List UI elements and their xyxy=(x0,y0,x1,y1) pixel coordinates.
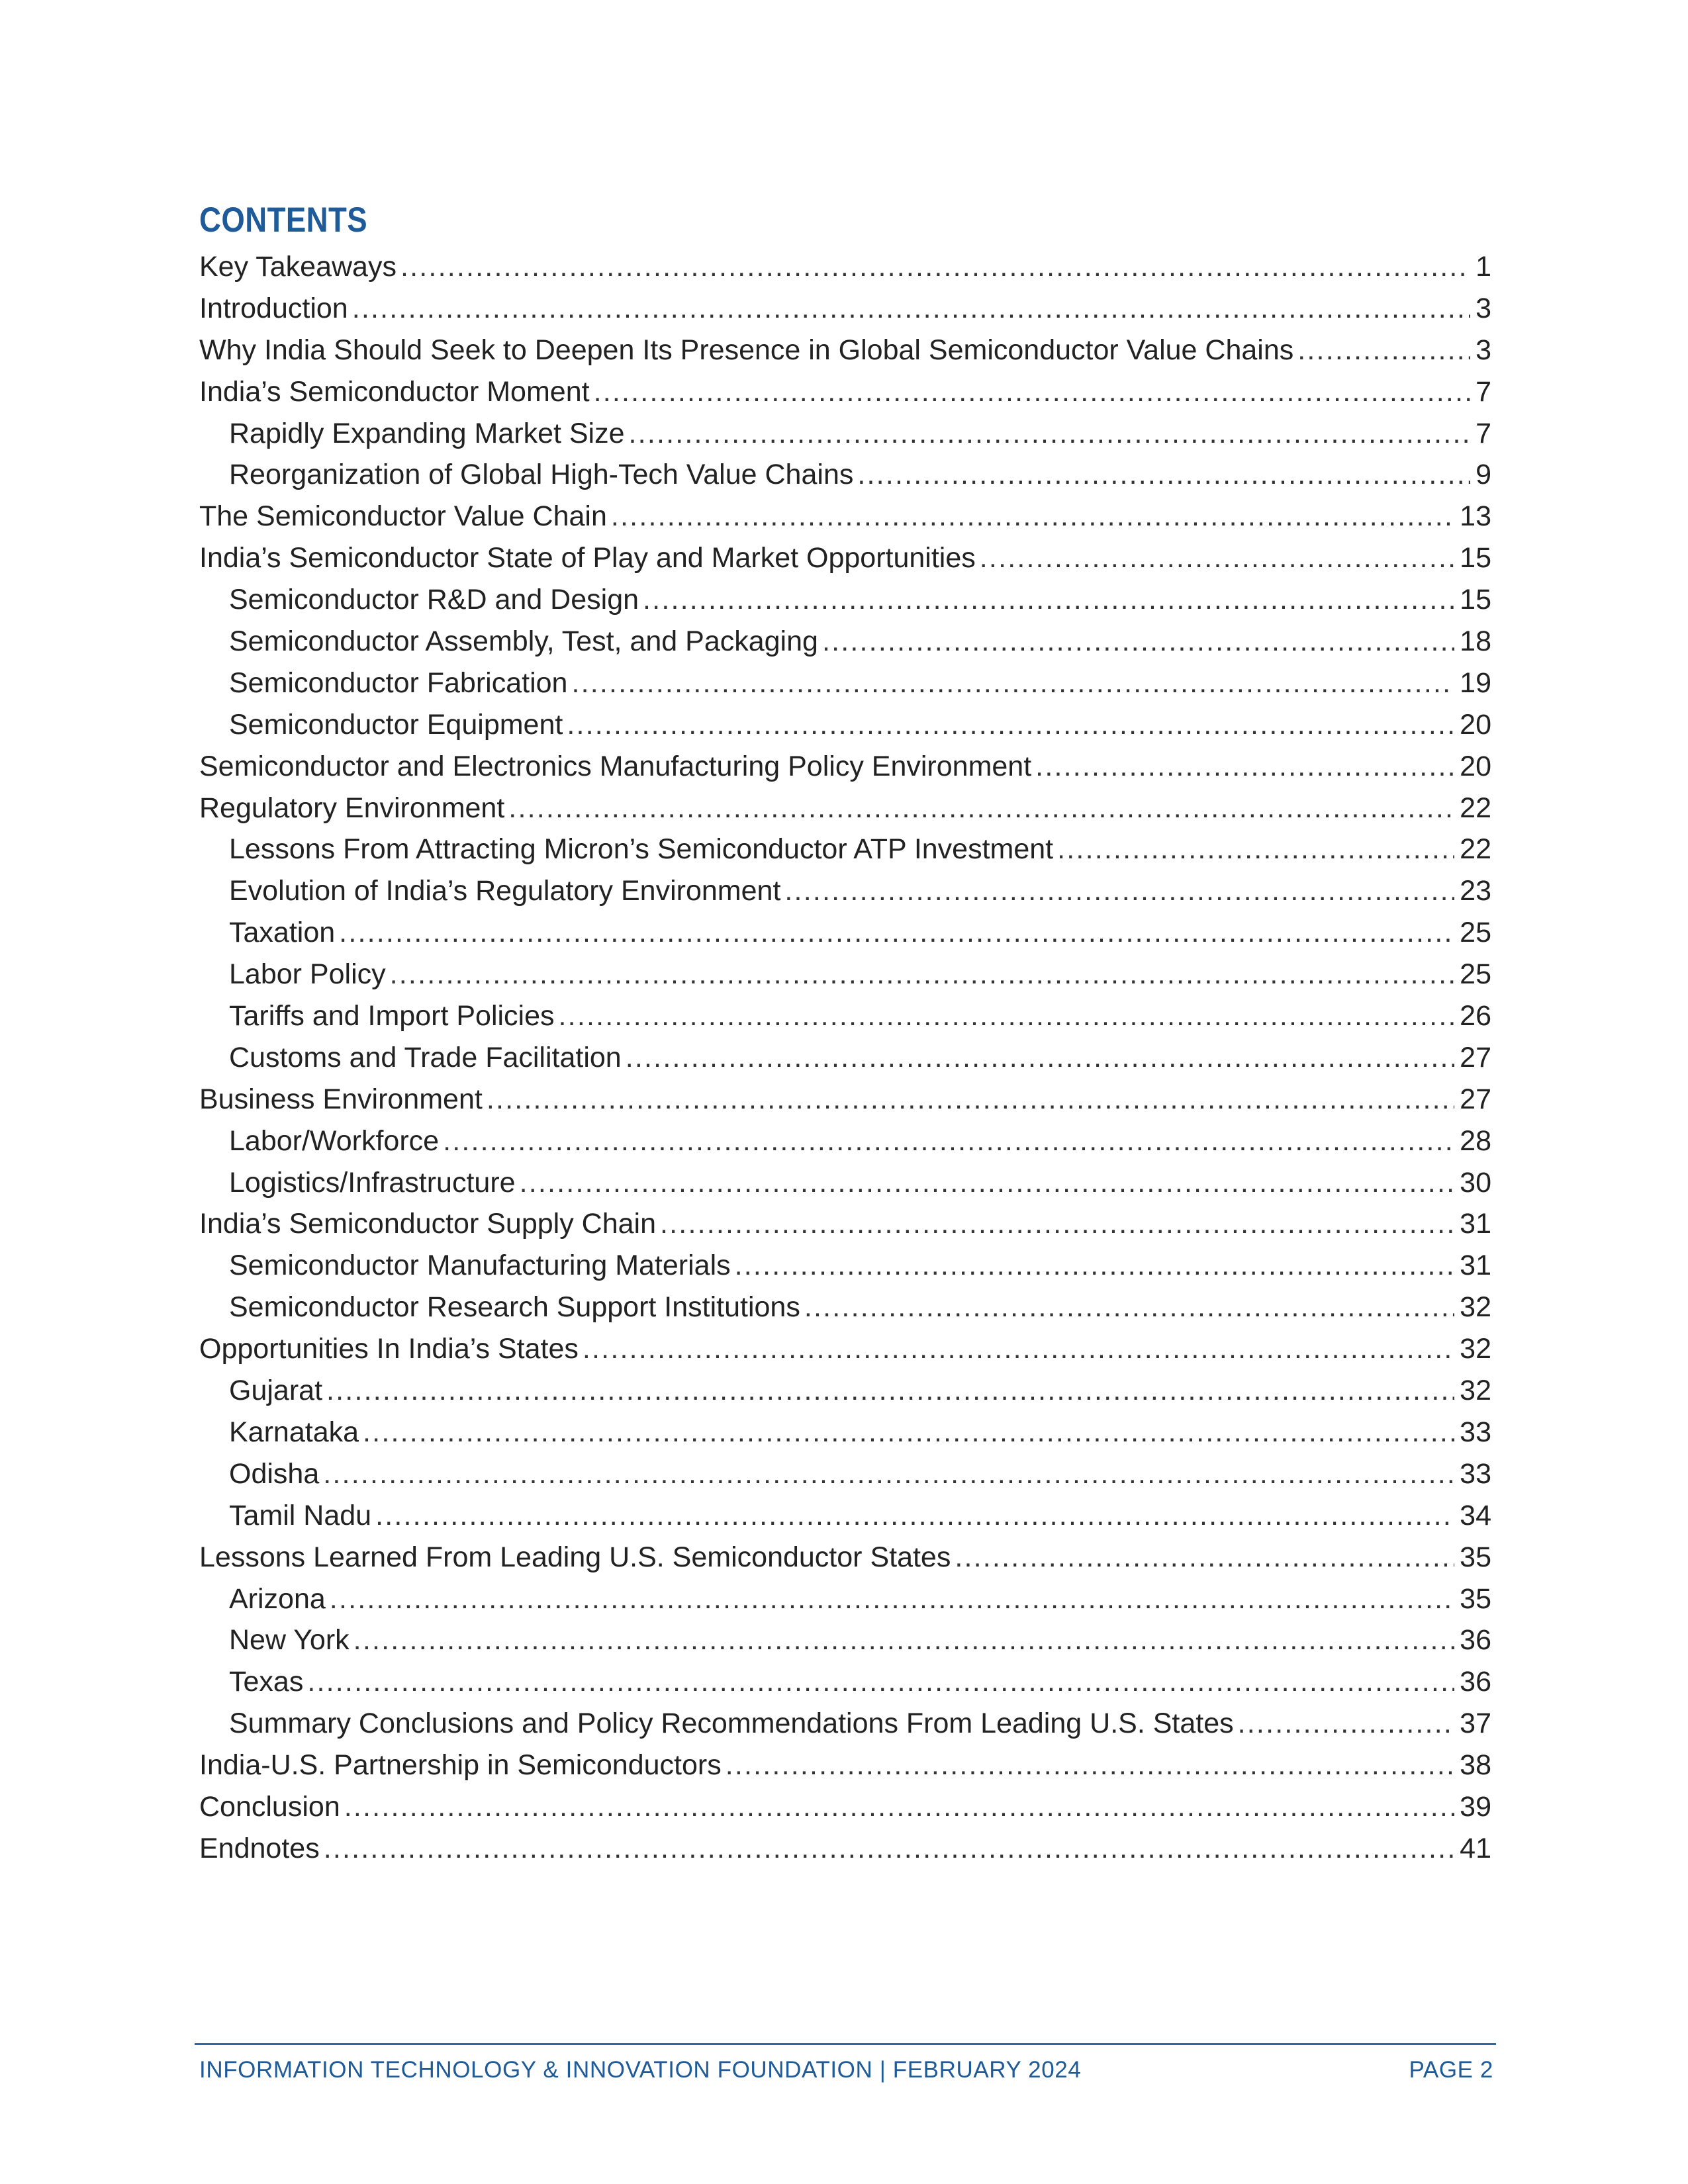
toc-entry-page: 28 xyxy=(1460,1124,1491,1157)
toc-entry-title: Opportunities In India’s States xyxy=(199,1333,579,1365)
toc-entry-title: India’s Semiconductor Supply Chain xyxy=(199,1208,656,1240)
toc-entry-page: 7 xyxy=(1476,417,1491,449)
toc-entry-title: Key Takeaways xyxy=(199,251,397,283)
toc-entry-title: Semiconductor Research Support Institutions xyxy=(229,1291,800,1324)
toc-entry-page: 34 xyxy=(1460,1499,1491,1531)
toc-entry-page: 31 xyxy=(1460,1250,1491,1282)
toc-entry-title: Semiconductor Equipment xyxy=(229,708,563,741)
toc-entry[interactable] xyxy=(199,1786,1491,1828)
toc-entry[interactable] xyxy=(199,829,1491,870)
toc-dot-leader xyxy=(1238,1703,1455,1745)
toc-entry[interactable] xyxy=(199,496,1491,537)
toc-entry-title: India’s Semiconductor State of Play and Market Opportunities xyxy=(199,542,976,574)
toc-entry-title: Semiconductor Assembly, Test, and Packaging xyxy=(229,625,818,658)
toc-entry-title: Lessons From Attracting Micron’s Semiconductor ATP Investment xyxy=(229,833,1054,866)
toc-dot-leader xyxy=(726,1745,1454,1786)
toc-entry-title: Semiconductor and Electronics Manufacturing Policy Environment xyxy=(199,750,1032,782)
toc-entry[interactable] xyxy=(199,1287,1491,1328)
toc-entry-title: Business Environment xyxy=(199,1083,483,1115)
toc-entry-title: Introduction xyxy=(199,292,348,324)
toc-dot-leader xyxy=(804,1287,1454,1328)
toc-entry-title: Gujarat xyxy=(229,1375,323,1407)
toc-dot-leader xyxy=(323,1453,1454,1495)
toc-dot-leader xyxy=(353,1619,1454,1661)
toc-entry-page: 35 xyxy=(1460,1541,1491,1573)
toc-entry[interactable] xyxy=(199,662,1491,704)
toc-entry[interactable] xyxy=(199,413,1491,455)
toc-entry[interactable] xyxy=(199,746,1491,788)
toc-dot-leader xyxy=(626,1037,1454,1079)
toc-entry-page: 15 xyxy=(1460,584,1491,616)
toc-entry-page: 13 xyxy=(1460,500,1491,533)
toc-entry-title: Semiconductor Manufacturing Materials xyxy=(229,1250,731,1282)
toc-entry-page: 35 xyxy=(1460,1582,1491,1615)
toc-entry-page: 32 xyxy=(1460,1333,1491,1365)
toc-entry-page: 32 xyxy=(1460,1375,1491,1407)
toc-dot-leader xyxy=(339,912,1454,954)
toc-entry-title: Texas xyxy=(229,1666,304,1698)
toc-entry-title: Taxation xyxy=(229,917,336,949)
toc-entry[interactable] xyxy=(199,1703,1491,1745)
toc-dot-leader xyxy=(660,1203,1454,1245)
toc-dot-leader xyxy=(571,662,1454,704)
toc-entry-page: 20 xyxy=(1460,750,1491,782)
toc-entry-title: Regulatory Environment xyxy=(199,792,505,824)
toc-entry[interactable] xyxy=(199,454,1491,496)
toc-dot-leader xyxy=(363,1412,1454,1453)
toc-entry-title: Reorganization of Global High-Tech Value Chains xyxy=(229,459,854,491)
toc-entry[interactable] xyxy=(199,621,1491,662)
toc-entry-title: Evolution of India’s Regulatory Environment xyxy=(229,875,781,907)
table-of-contents xyxy=(199,246,1491,1870)
toc-dot-leader xyxy=(784,870,1454,912)
toc-dot-leader xyxy=(643,579,1454,621)
toc-dot-leader xyxy=(955,1537,1454,1578)
toc-entry-page: 25 xyxy=(1460,917,1491,949)
footer-page-number: PAGE 2 xyxy=(1409,2057,1493,2083)
toc-entry-page: 39 xyxy=(1460,1790,1491,1823)
toc-entry[interactable] xyxy=(199,1745,1491,1786)
toc-entry-page: 22 xyxy=(1460,833,1491,866)
toc-dot-leader xyxy=(822,621,1454,662)
toc-entry-title: Tamil Nadu xyxy=(229,1499,372,1531)
toc-dot-leader xyxy=(735,1245,1455,1287)
toc-entry[interactable] xyxy=(199,1537,1491,1578)
toc-entry[interactable] xyxy=(199,1328,1491,1370)
toc-entry[interactable] xyxy=(199,288,1491,330)
toc-entry-title: Lessons Learned From Leading U.S. Semiconductor States xyxy=(199,1541,951,1573)
toc-entry-page: 36 xyxy=(1460,1666,1491,1698)
toc-entry[interactable] xyxy=(199,1370,1491,1412)
toc-entry-page: 38 xyxy=(1460,1749,1491,1782)
toc-dot-leader xyxy=(583,1328,1454,1370)
footer-divider xyxy=(195,2043,1496,2045)
toc-entry-page: 27 xyxy=(1460,1041,1491,1073)
toc-entry-page: 23 xyxy=(1460,875,1491,907)
toc-dot-leader xyxy=(611,496,1454,537)
toc-dot-leader xyxy=(567,704,1454,746)
toc-entry-page: 31 xyxy=(1460,1208,1491,1240)
toc-entry[interactable] xyxy=(199,788,1491,829)
toc-dot-leader xyxy=(1057,829,1454,870)
toc-dot-leader xyxy=(487,1079,1454,1120)
toc-entry-title: Semiconductor R&D and Design xyxy=(229,584,639,616)
toc-entry[interactable] xyxy=(199,1203,1491,1245)
toc-entry[interactable] xyxy=(199,371,1491,413)
toc-entry-page: 3 xyxy=(1476,292,1491,324)
toc-entry-title: Customs and Trade Facilitation xyxy=(229,1041,622,1073)
toc-dot-leader xyxy=(629,413,1471,455)
toc-entry-title: Summary Conclusions and Policy Recommendations From Leading U.S. States xyxy=(229,1707,1234,1740)
toc-dot-leader xyxy=(326,1370,1454,1412)
toc-dot-leader xyxy=(375,1495,1454,1537)
toc-entry[interactable] xyxy=(199,912,1491,954)
toc-entry-page: 36 xyxy=(1460,1624,1491,1657)
toc-dot-leader xyxy=(508,788,1454,829)
toc-entry[interactable] xyxy=(199,330,1491,371)
toc-entry-page: 22 xyxy=(1460,792,1491,824)
toc-entry-page: 20 xyxy=(1460,708,1491,741)
toc-dot-leader xyxy=(520,1162,1455,1204)
toc-entry-page: 41 xyxy=(1460,1832,1491,1864)
toc-entry[interactable] xyxy=(199,1412,1491,1453)
toc-dot-leader xyxy=(324,1828,1454,1870)
footer-publisher: INFORMATION TECHNOLOGY & INNOVATION FOUNDATION | FEBRUARY 2024 xyxy=(199,2057,1082,2083)
toc-entry-title: Conclusion xyxy=(199,1790,340,1823)
toc-entry[interactable] xyxy=(199,1495,1491,1537)
toc-entry[interactable] xyxy=(199,537,1491,579)
toc-dot-leader xyxy=(1035,746,1454,788)
toc-entry[interactable] xyxy=(199,1162,1491,1204)
toc-entry[interactable] xyxy=(199,704,1491,746)
toc-entry-title: India’s Semiconductor Moment xyxy=(199,375,590,408)
toc-entry-title: Endnotes xyxy=(199,1832,320,1864)
toc-entry[interactable] xyxy=(199,1037,1491,1079)
toc-entry-title: Rapidly Expanding Market Size xyxy=(229,417,625,449)
toc-entry[interactable] xyxy=(199,995,1491,1037)
toc-entry-page: 3 xyxy=(1476,334,1491,366)
toc-entry-page: 33 xyxy=(1460,1416,1491,1448)
toc-dot-leader xyxy=(443,1120,1454,1162)
toc-entry-title: Tariffs and Import Policies xyxy=(229,1000,555,1032)
toc-dot-leader xyxy=(980,537,1454,579)
toc-entry-page: 37 xyxy=(1460,1707,1491,1740)
toc-entry[interactable] xyxy=(199,1245,1491,1287)
toc-entry-title: Karnataka xyxy=(229,1416,359,1448)
toc-entry-page: 1 xyxy=(1476,251,1491,283)
toc-entry-title: Labor Policy xyxy=(229,958,386,991)
toc-dot-leader xyxy=(559,995,1455,1037)
toc-dot-leader xyxy=(400,246,1470,288)
toc-dot-leader xyxy=(390,954,1455,995)
toc-entry[interactable] xyxy=(199,1079,1491,1120)
toc-dot-leader xyxy=(307,1661,1454,1703)
toc-entry-title: India-U.S. Partnership in Semiconductors xyxy=(199,1749,722,1782)
toc-entry-page: 19 xyxy=(1460,666,1491,699)
toc-entry-page: 9 xyxy=(1476,459,1491,491)
toc-entry-title: Semiconductor Fabrication xyxy=(229,666,568,699)
toc-entry-title: Arizona xyxy=(229,1582,326,1615)
toc-dot-leader xyxy=(857,454,1470,496)
toc-entry[interactable] xyxy=(199,246,1491,288)
toc-entry-title: Labor/Workforce xyxy=(229,1124,440,1157)
toc-entry[interactable] xyxy=(199,1453,1491,1495)
toc-entry-title: Logistics/Infrastructure xyxy=(229,1166,516,1199)
toc-entry-page: 30 xyxy=(1460,1166,1491,1199)
toc-entry[interactable] xyxy=(199,870,1491,912)
toc-entry-page: 7 xyxy=(1476,375,1491,408)
toc-entry-page: 27 xyxy=(1460,1083,1491,1115)
toc-entry-page: 33 xyxy=(1460,1457,1491,1490)
toc-entry[interactable] xyxy=(199,1661,1491,1703)
toc-dot-leader xyxy=(1297,330,1470,371)
toc-dot-leader xyxy=(344,1786,1454,1828)
toc-entry-page: 32 xyxy=(1460,1291,1491,1324)
toc-entry[interactable] xyxy=(199,1578,1491,1620)
toc-entry-title: Odisha xyxy=(229,1457,320,1490)
toc-entry-page: 15 xyxy=(1460,542,1491,574)
toc-dot-leader xyxy=(330,1578,1454,1620)
toc-entry[interactable] xyxy=(199,579,1491,621)
toc-entry[interactable] xyxy=(199,1120,1491,1162)
toc-entry-page: 26 xyxy=(1460,1000,1491,1032)
toc-entry[interactable] xyxy=(199,1619,1491,1661)
toc-entry-page: 18 xyxy=(1460,625,1491,658)
toc-entry-title: Why India Should Seek to Deepen Its Presence in Global Semiconductor Value Chains xyxy=(199,334,1294,366)
toc-entry[interactable] xyxy=(199,954,1491,995)
toc-heading: CONTENTS xyxy=(199,201,368,240)
toc-dot-leader xyxy=(352,288,1470,330)
toc-dot-leader xyxy=(594,371,1471,413)
toc-entry-title: New York xyxy=(229,1624,350,1657)
toc-entry[interactable] xyxy=(199,1828,1491,1870)
toc-entry-page: 25 xyxy=(1460,958,1491,991)
toc-entry-title: The Semiconductor Value Chain xyxy=(199,500,607,533)
